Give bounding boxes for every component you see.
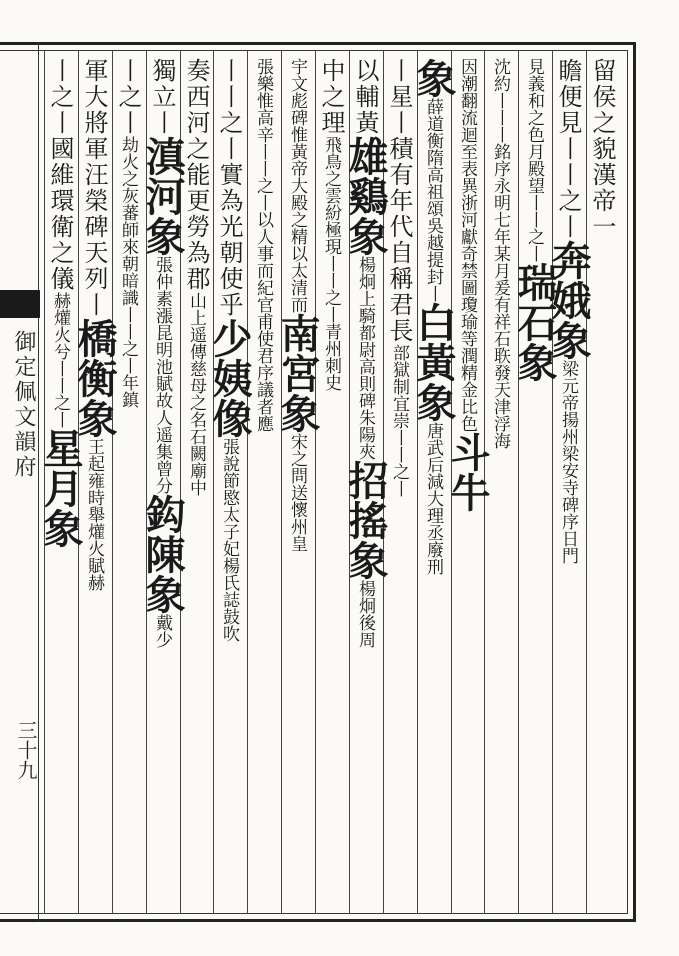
entry-text: 留侯之貌漢帝 (588, 58, 616, 214)
entry-text: 唐武后減大理丞廢刑 (423, 422, 443, 575)
page-number: 三十九 (14, 720, 38, 780)
entry-text: 獨立丨 (148, 58, 176, 136)
text-column (182, 58, 212, 906)
entry-text: 張樂惟高辛丨丨之丨以人事而紀官 (253, 58, 273, 313)
text-column (71, 58, 118, 906)
entry-text: 楊炯後周 (355, 580, 375, 648)
entry-heading: 少姨像 (206, 318, 253, 438)
entry-text: 奏西河之能更勞為郡 (182, 58, 210, 292)
entry-text: 梁元帝揚州梁安寺碑序日門 (558, 360, 578, 564)
entry-text: 宇文彪碑惟黃帝大殿之精以太清而 (287, 58, 307, 313)
entry-heading: 鈎陳象 (139, 494, 186, 614)
text-column (249, 58, 279, 906)
text-column (410, 58, 457, 906)
entry-heading: 橋衡象 (71, 318, 118, 438)
entry-text: 以輔黃 (351, 58, 379, 136)
entry-text: 楊炯上騎都尉高則碑朱陽夾 (355, 256, 375, 460)
entry-text: 劫火之灰蕃師來朝暗識丨丨之丨 (118, 136, 138, 374)
entry-heading: 滇河象 (139, 136, 186, 256)
text-column (274, 58, 321, 906)
text-column (139, 58, 186, 906)
entry-text: 見義和之色月殿望丨丨之丨 (524, 58, 544, 262)
text-column (545, 58, 592, 906)
entry-text: 赫爟火兮丨丨之丨 (50, 292, 70, 428)
book-title: 御定佩文韻府 (11, 330, 36, 480)
entry-text: 王起雍時舉爟火賦赫 (84, 438, 104, 591)
entry-text: 宋之問送懷州皇 (287, 433, 307, 552)
entry-text: 丨星丨積有年代自稱君長 (385, 58, 413, 344)
text-column (588, 58, 618, 906)
text-column (317, 58, 347, 906)
text-column (342, 58, 389, 906)
entry-heading: 白黃象 (410, 302, 457, 422)
entry-text: 中之理 (317, 58, 345, 136)
entry-heading: 雄鷄象 (342, 136, 389, 256)
text-column (206, 58, 253, 906)
text-column (114, 58, 144, 906)
entry-text: 張仲素漲昆明池賦故人遥集曾分 (152, 256, 172, 494)
entry-text: 部獄制宜崇丨丨之丨 (389, 344, 409, 497)
entry-text: 瞻便見丨丨之丨 (554, 58, 582, 240)
entry-text: 張說節愍太子妃楊氏誌鼓吹 (219, 438, 239, 642)
fishtail-marker (0, 290, 40, 318)
text-column (385, 58, 415, 906)
text-column (511, 58, 558, 906)
text-column (444, 58, 491, 906)
entry-text: 丨丨之丨實為光朝使乎 (215, 58, 243, 318)
entry-text: 甫使君序議者應 (253, 313, 273, 432)
entry-text: 丨之丨國維環衛之儀 (46, 58, 74, 292)
entry-heading: 星月象 (37, 428, 84, 548)
entry-text: 戴少 (152, 614, 172, 648)
entry-text: 飛鳥之雲紛極現丨丨之丨 (321, 136, 341, 323)
entry-text: 薛道衡隋高祖頌吳越提封丨 (423, 98, 443, 302)
entry-text: 青州刺史 (321, 323, 341, 391)
entry-text: 軍大將軍汪榮碑天列丨 (80, 58, 108, 318)
entry-heading: 瑞石象 (511, 262, 558, 382)
entry-heading: 象 (410, 58, 457, 98)
text-column (37, 58, 84, 906)
entry-text: 年鎮 (118, 374, 138, 408)
entry-text: 丨之丨 (114, 58, 142, 136)
entry-heading: 招搖象 (342, 460, 389, 580)
entry-heading: 奔娥象 (545, 240, 592, 360)
entry-text: 山上遥傳慈母之名石闕廟中 (186, 292, 206, 496)
entry-text: 因潮翻流迴至表異浙河獻奇禁圖瓊瑜等潤精金比色 (457, 58, 477, 432)
entry-heading: 南宮象 (274, 313, 321, 433)
entry-heading: 斗牛 (444, 432, 491, 512)
entry-text: 沈約丨丨丨銘序永明七年某月爰有祥石聅發天津浮海 (490, 58, 510, 449)
entry-text: 一 (588, 214, 616, 240)
